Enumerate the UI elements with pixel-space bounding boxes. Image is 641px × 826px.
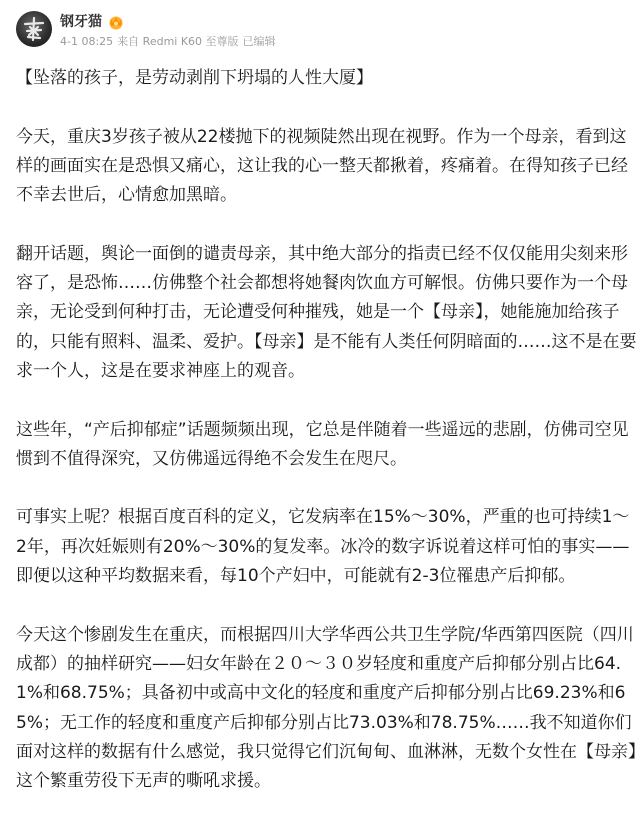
post-paragraph: 可事实上呢？根据百度百科的定义，它发病率在15%～30%，严重的也可持续1～2年，再次妊娠则有20%～30%的复发率。冰冷的数字诉说着这样可怕的事实——即便以这种平均数据来看，每10个产妇中，可能就有2-3位罹患产后抑郁。 — [16, 507, 630, 587]
edited-label[interactable]: 已编辑 — [242, 35, 276, 48]
post-paragraph: 翻开话题，舆论一面倒的谴责母亲，其中绝大部分的指责已经不仅仅能用尖刻来形容了，是恐怖……仿佛整个社会都想将她餐肉饮血方可解恨。仿佛只要作为一个母亲，无论受到何种打击，无论遭受何种摧残，她是一个【母亲】，她能施加给孩子的，只能有照料、温柔、爱护。【母亲】是不能有人类任何阴暗面的……这不是在要求一个人，这是在要求神座上的观音。 — [16, 243, 637, 381]
avatar[interactable] — [16, 11, 52, 47]
post-paragraph: 今天，重庆3岁孩子被从22楼抛下的视频陡然出现在视野。作为一个母亲，看到这样的画面实在是恐惧又痛心，这让我的心一整天都揪着，疼痛着。在得知孩子已经不幸去世后，心情愈加黑暗。 — [16, 126, 628, 206]
post-paragraph: 这些年，“产后抑郁症”话题频频出现，它总是伴随着一些遥远的悲剧，仿佛司空见惯到不值得深究，又仿佛遥远得绝不会发生在咫尺。 — [16, 419, 629, 469]
post-meta — [60, 11, 276, 50]
post-header — [16, 11, 276, 51]
post-paragraph: 今天这个惨剧发生在重庆，而根据四川大学华西公共卫生学院/华西第四医院（四川成都）的抽样研究——妇女年龄在２０～３０岁轻度和重度产后抑郁分别占比64.1%和68.75%；具备初中或高中文化的轻度和重度产后抑郁分别占比69.23%和65%；无工作的轻度和重度产后抑郁分别占比73.03%和78.75%……我不知道你们面对这样的数据有什么感觉，我只觉得它们沉甸甸、血淋淋，无数个女性在【母亲】这个繁重劳役下无声的嘶吼求援。 — [16, 624, 637, 792]
avatar-calligraphy-icon — [16, 11, 52, 47]
author-row — [60, 12, 276, 32]
author-name[interactable]: 钢牙猫 — [60, 14, 102, 30]
post-timestamp: 4-1 08:25 — [60, 35, 114, 48]
post-content — [16, 64, 639, 826]
post-headline: 【坠落的孩子，是劳动剥削下坍塌的人性大厦】 — [16, 68, 373, 88]
post-sub-info — [60, 34, 276, 50]
vip-crown-icon[interactable] — [107, 14, 125, 30]
post-source: 来自 Redmi K60 至尊版 — [117, 35, 239, 48]
